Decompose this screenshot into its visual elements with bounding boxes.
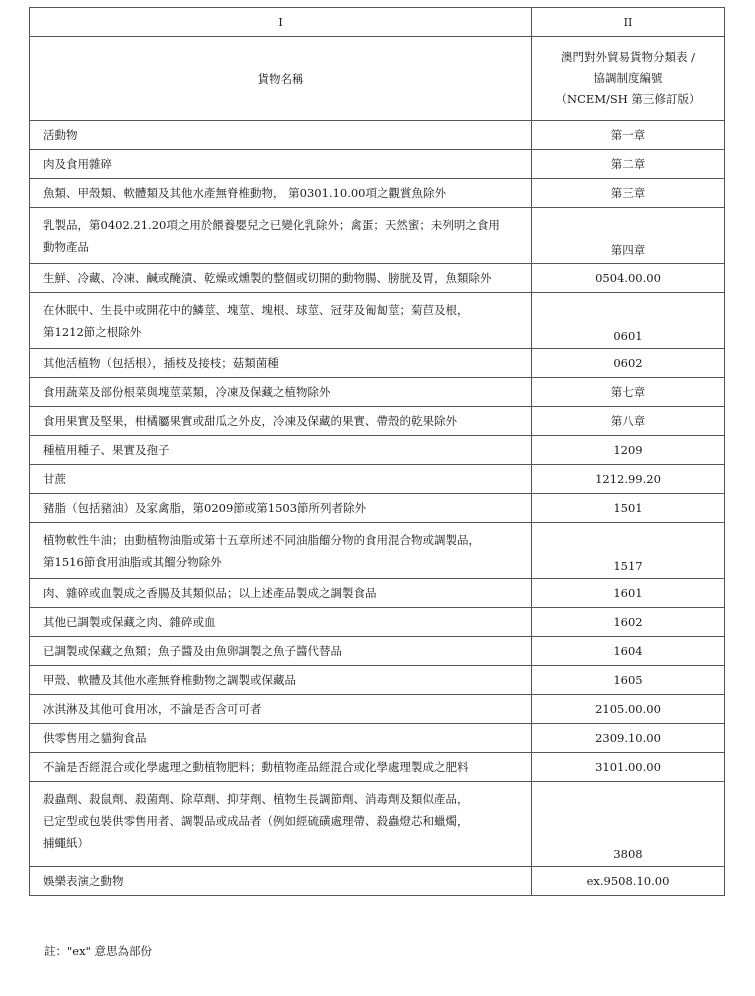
classification-code-cell: 1601: [532, 579, 725, 608]
goods-name-cell: [30, 349, 532, 378]
classification-code-cell: 2309.10.00: [532, 724, 725, 753]
footnote: 註："ex" 意思為部份: [44, 944, 153, 958]
column-numeral-row: [30, 8, 725, 37]
goods-name-cell: [30, 378, 532, 407]
code-header-line: 協調制度編號: [593, 71, 663, 85]
goods-name-cell: [30, 782, 532, 867]
classification-code-cell: 0601: [532, 293, 725, 349]
classification-code-cell: ex.9508.10.00: [532, 867, 725, 896]
goods-name-line: 乳製品，第0402.21.20項之用於餵養嬰兒之已變化乳除外；禽蛋；天然蜜；未列明之食用: [43, 218, 500, 232]
goods-name-line: 已調製或保藏之魚類；魚子醬及由魚卵調製之魚子醬代替品: [43, 644, 342, 658]
goods-name-line: 肉及食用雜碎: [43, 157, 112, 171]
goods-name-line: 豬脂（包括豬油）及家禽脂，第0209節或第1503節所列者除外: [43, 501, 367, 515]
table-row: [30, 349, 725, 378]
table-row: [30, 753, 725, 782]
goods-name-cell: [30, 724, 532, 753]
goods-name-line: 食用蔬菜及部份根菜與塊莖菜類，冷凍及保藏之植物除外: [43, 385, 331, 399]
goods-name-line: 其他活植物（包括根），插枝及接枝；菇類菌種: [43, 356, 279, 370]
classification-code-cell: 1517: [532, 523, 725, 579]
goods-name-line: 捕蠅紙）: [43, 836, 89, 850]
goods-name-line: 魚類、甲殼類、軟體類及其他水產無脊椎動物， 第0301.10.00項之觀賞魚除外: [43, 186, 446, 200]
goods-name-line: 種植用種子、果實及孢子: [43, 443, 170, 457]
goods-name-line: 肉、雜碎或血製成之香腸及其類似品；以上述產品製成之調製食品: [43, 586, 377, 600]
goods-name-header: 貨物名稱: [30, 37, 532, 121]
goods-name-line: 第1516節食用油脂或其餾分物除外: [43, 555, 222, 569]
goods-name-line: 娛樂表演之動物: [43, 874, 124, 888]
goods-name-line: 已定型或包裝供零售用者、調製品或成品者（例如經硫磺處理帶、殺蟲燈芯和蠟燭，: [43, 814, 469, 828]
table-row: [30, 407, 725, 436]
column-header-row: [30, 37, 725, 121]
classification-code-cell: 1604: [532, 637, 725, 666]
goods-name-cell: [30, 407, 532, 436]
goods-name-cell: [30, 523, 532, 579]
goods-name-line: 生鮮、冷藏、冷凍、鹹或醃漬、乾燥或燻製的整個或切開的動物腸、膀胱及胃，魚類除外: [43, 271, 492, 285]
goods-name-line: 其他已調製或保藏之肉、雜碎或血: [43, 615, 216, 629]
classification-code-cell: 1605: [532, 666, 725, 695]
goods-name-line: 食用果實及堅果，柑橘屬果實或甜瓜之外皮，冷凍及保藏的果實、帶殼的乾果除外: [43, 414, 457, 428]
column-numeral-1: I: [30, 8, 532, 37]
classification-code-cell: 1602: [532, 608, 725, 637]
classification-code-cell: 0504.00.00: [532, 264, 725, 293]
column-numeral-2: II: [532, 8, 725, 37]
classification-code-cell: 第三章: [532, 179, 725, 208]
table-body: [30, 121, 725, 896]
table-row: [30, 208, 725, 264]
code-header-line: 澳門對外貿易貨物分類表 /: [560, 50, 696, 64]
goods-name-cell: [30, 293, 532, 349]
goods-name-cell: [30, 436, 532, 465]
classification-code-cell: 第八章: [532, 407, 725, 436]
classification-code-cell: 1209: [532, 436, 725, 465]
table-row: [30, 293, 725, 349]
classification-code-cell: 3101.00.00: [532, 753, 725, 782]
table-row: [30, 494, 725, 523]
code-header-line: （NCEM/SH 第三修訂版）: [555, 92, 701, 106]
goods-name-line: 供零售用之貓狗食品: [43, 731, 147, 745]
goods-name-cell: [30, 579, 532, 608]
goods-name-line: 不論是否經混合或化學處理之動植物肥料；動植物產品經混合或化學處理製成之肥料: [43, 760, 469, 774]
goods-name-cell: [30, 666, 532, 695]
goods-name-line: 動物產品: [43, 240, 89, 254]
goods-name-cell: [30, 608, 532, 637]
table-row: [30, 637, 725, 666]
classification-code-cell: 0602: [532, 349, 725, 378]
table-row: [30, 264, 725, 293]
table-row: [30, 179, 725, 208]
goods-name-cell: [30, 121, 532, 150]
classification-code-cell: 1212.99.20: [532, 465, 725, 494]
classification-code-header: [532, 37, 725, 121]
goods-name-cell: [30, 494, 532, 523]
table-row: [30, 150, 725, 179]
goods-name-line: 第1212節之根除外: [43, 325, 142, 339]
goods-name-line: 殺蟲劑、殺鼠劑、殺菌劑、除草劑、抑芽劑、植物生長調節劑、消毒劑及類似產品，: [43, 792, 469, 806]
classification-code-cell: 第七章: [532, 378, 725, 407]
classification-code-cell: 2105.00.00: [532, 695, 725, 724]
classification-code-cell: 1501: [532, 494, 725, 523]
goods-name-cell: [30, 695, 532, 724]
table-row: [30, 666, 725, 695]
goods-name-cell: [30, 208, 532, 264]
goods-classification-table: [29, 7, 725, 896]
goods-name-cell: [30, 465, 532, 494]
table-row: [30, 378, 725, 407]
goods-name-cell: [30, 753, 532, 782]
goods-name-line: 在休眠中、生長中或開花中的鱗莖、塊莖、塊根、球莖、冠芽及匍匐莖；菊苣及根，: [43, 303, 469, 317]
table-row: [30, 608, 725, 637]
classification-code-cell: 第四章: [532, 208, 725, 264]
goods-name-cell: [30, 150, 532, 179]
classification-code-cell: 第一章: [532, 121, 725, 150]
goods-name-cell: [30, 867, 532, 896]
table-row: [30, 436, 725, 465]
goods-name-line: 活動物: [43, 128, 78, 142]
table-row: [30, 465, 725, 494]
table-row: [30, 695, 725, 724]
table-row: [30, 782, 725, 867]
goods-name-cell: [30, 179, 532, 208]
table-row: [30, 867, 725, 896]
goods-name-line: 甘蔗: [43, 472, 66, 486]
goods-name-cell: [30, 637, 532, 666]
table-row: [30, 121, 725, 150]
table-row: [30, 724, 725, 753]
goods-name-line: 植物軟性牛油；由動植物油脂或第十五章所述不同油脂餾分物的食用混合物或調製品，: [43, 533, 480, 547]
classification-code-cell: 3808: [532, 782, 725, 867]
goods-name-cell: [30, 264, 532, 293]
classification-code-cell: 第二章: [532, 150, 725, 179]
table-row: [30, 579, 725, 608]
goods-name-line: 甲殼、軟體及其他水產無脊椎動物之調製或保藏品: [43, 673, 296, 687]
goods-name-line: 冰淇淋及其他可食用冰，不論是否含可可者: [43, 702, 262, 716]
table-row: [30, 523, 725, 579]
